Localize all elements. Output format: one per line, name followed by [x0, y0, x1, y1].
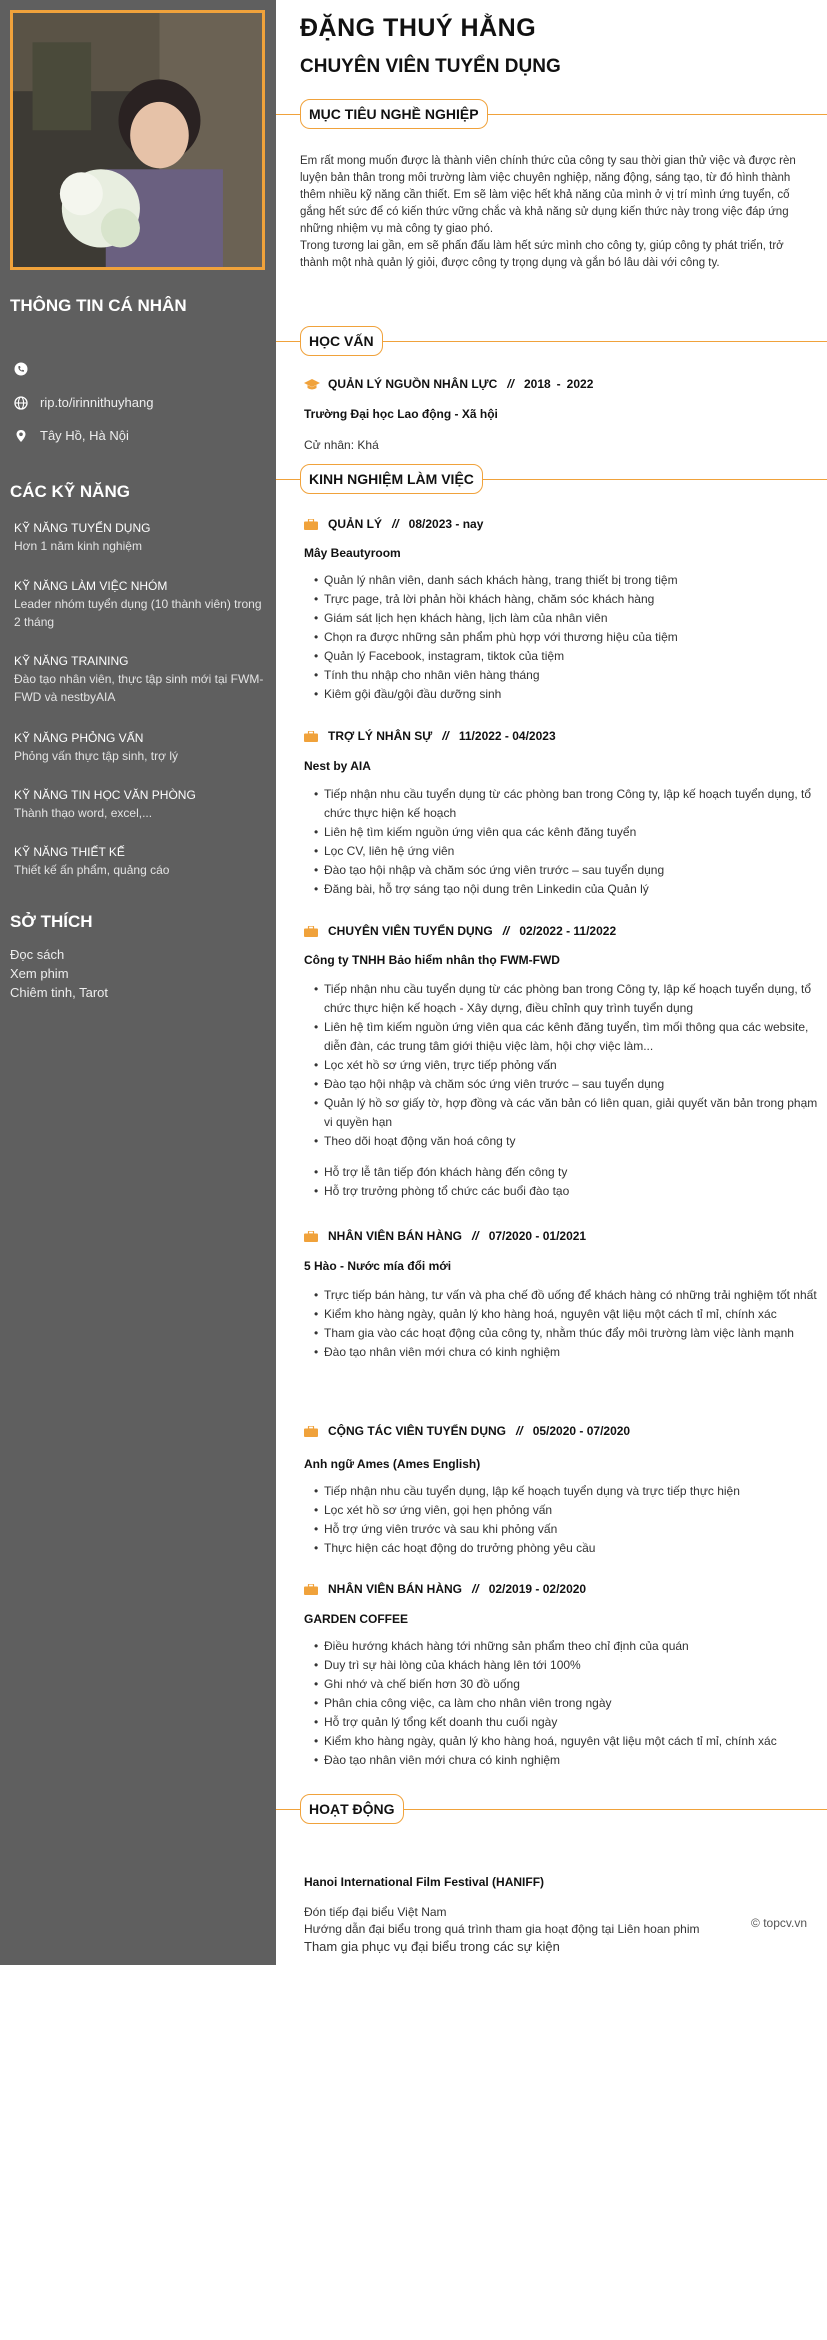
list-item: • Đăng bài, hỗ trợ sáng tạo nội dung trên Linkedin của Quản lý [316, 880, 821, 899]
sidebar [0, 0, 276, 1965]
hobby-item: Đọc sách [10, 947, 65, 962]
personal-info-heading: THÔNG TIN CÁ NHÂN [10, 296, 187, 315]
job-position: CHUYÊN VIÊN TUYỂN DỤNG [328, 924, 493, 938]
contact-location-text: Tây Hồ, Hà Nội [40, 428, 129, 443]
skill-item [14, 786, 264, 822]
job-company: Công ty TNHH Bảo hiểm nhân thọ FWM-FWD [304, 953, 560, 967]
job-company: Mây Beautyroom [304, 546, 401, 560]
list-item: • Đào tạo nhân viên mới chưa có kinh nghiệm [316, 1751, 821, 1770]
skill-item [14, 577, 264, 631]
list-item: • Điều hướng khách hàng tới những sản phẩm theo chỉ định của quán [316, 1637, 821, 1656]
skills-heading: CÁC KỸ NĂNG [10, 482, 130, 501]
job-bullets [316, 980, 821, 1201]
job-company: GARDEN COFFEE [304, 1612, 409, 1626]
list-item: • Tiếp nhận nhu cầu tuyển dụng từ các phòng ban trong Công ty, lập kế hoạch tuyển dụng, tổ chức thực hiện kế hoạch - Xây dựng, điều chỉnh quy trình tuyển dụng [316, 980, 821, 1018]
skill-item [14, 652, 264, 706]
list-item: • Thực hiện các hoạt động do trưởng phòng yêu cầu [316, 1539, 821, 1558]
skill-title: KỸ NĂNG PHỎNG VẤN [14, 731, 144, 745]
experience-heading: KINH NGHIỆM LÀM VIỆC [300, 464, 483, 494]
contact-phone [14, 362, 40, 376]
briefcase-icon [304, 519, 318, 530]
job-position: TRỢ LÝ NHÂN SỰ [328, 729, 433, 743]
degree: Cử nhân: Khá [304, 438, 379, 452]
list-item: • Quản lý Facebook, instagram, tiktok của tiệm [316, 647, 821, 666]
job-bullets [316, 785, 821, 899]
skill-title: KỸ NĂNG TIN HỌC VĂN PHÒNG [14, 788, 196, 802]
list-item: • Kiêm gội đầu/gội đầu dưỡng sinh [316, 685, 821, 704]
skill-desc: Leader nhóm tuyển dụng (10 thành viên) trong 2 tháng [14, 597, 262, 629]
list-item: • Tham gia vào các hoạt động của công ty, nhằm thúc đẩy môi trường làm việc lành mạnh [316, 1324, 821, 1343]
dash: - [556, 377, 561, 391]
contact-website [14, 395, 153, 410]
hobby-item: Chiêm tinh, Tarot [10, 985, 109, 1000]
job-position: CỘNG TÁC VIÊN TUYỂN DỤNG [328, 1424, 507, 1438]
job-header [304, 1582, 586, 1596]
list-item: • Lọc xét hồ sơ ứng viên, trực tiếp phỏng vấn [316, 1056, 821, 1075]
education-start: 2018 [523, 377, 551, 391]
skill-title: KỸ NĂNG THIẾT KẾ [14, 845, 125, 859]
job-header [304, 729, 556, 743]
list-item: • Trực tiếp bán hàng, tư vấn và pha chế đồ uống để khách hàng có những trải nghiệm tốt nhất [316, 1286, 821, 1305]
list-item: • Ghi nhớ và chế biến hơn 30 đồ uống [316, 1675, 821, 1694]
separator: // [502, 924, 510, 938]
list-item: • Quản lý nhân viên, danh sách khách hàng, trang thiết bị trong tiệm [316, 571, 821, 590]
activity-details [304, 1904, 824, 1955]
education-end: 2022 [566, 377, 594, 391]
list-item: • Hỗ trợ trưởng phòng tổ chức các buổi đào tạo [316, 1182, 821, 1201]
contact-location [14, 428, 129, 443]
objective-paragraph: Trong tương lai gần, em sẽ phấn đấu làm hết sức mình cho công ty, giúp công ty phát triển, trở thành một nhà quản lý giỏi, được công ty trọng dụng và gắn bó lâu dài với công ty. [300, 240, 784, 269]
job-header [304, 517, 483, 531]
list-item: • Theo dõi hoạt động văn hoá công ty [316, 1132, 821, 1151]
list-item: • Hỗ trợ ứng viên trước và sau khi phỏng vấn [316, 1520, 821, 1539]
objective-paragraph: Em rất mong muốn được là thành viên chính thức của công ty sau thời gian thử việc và được rèn luyện bản thân trong môi trường làm việc chuyên nghiệp, năng động, sáng tạo, từ đó hình thành thêm nhiều kỹ năng cần thiết. Em sẽ làm việc hết khả năng của mình ở vị trí mình ứng tuyển, cố gắng hết sức để có kiến thức vững chắc và khả năng sử dụng kiến thức này trong việc đáp ứng những nhiệm vụ mà công ty giao phó. [300, 155, 796, 235]
skill-desc: Thiết kế ấn phẩm, quảng cáo [14, 863, 170, 877]
list-item: • Lọc xét hồ sơ ứng viên, gọi hẹn phỏng vấn [316, 1501, 821, 1520]
objective-text [300, 153, 810, 272]
globe-icon [14, 396, 28, 410]
list-item: • Hỗ trợ lễ tân tiếp đón khách hàng đến công ty [316, 1163, 821, 1182]
job-period: 02/2019 - 02/2020 [488, 1582, 587, 1596]
skill-desc: Hơn 1 năm kinh nghiệm [14, 539, 142, 553]
list-item: • Kiểm kho hàng ngày, quản lý kho hàng hoá, nguyên vật liệu một cách tỉ mỉ, chính xác [316, 1305, 821, 1324]
job-position: QUẢN LÝ [328, 517, 382, 531]
job-period: 11/2022 - 04/2023 [458, 729, 556, 743]
job-header [304, 1424, 630, 1438]
school-name: Trường Đại học Lao động - Xã hội [304, 407, 498, 421]
skill-title: KỸ NĂNG TUYỂN DỤNG [14, 521, 151, 535]
list-item: • Kiểm kho hàng ngày, quản lý kho hàng hoá, nguyên vật liệu một cách tỉ mỉ, chính xác [316, 1732, 821, 1751]
location-icon [14, 429, 28, 443]
hobby-item: Xem phim [10, 966, 69, 981]
activity-line: Hướng dẫn đại biểu trong quá trình tham gia hoạt động tại Liên hoan phim [304, 1922, 700, 1936]
job-bullets [316, 1482, 821, 1558]
skill-item [14, 729, 264, 765]
education-header [304, 377, 593, 391]
job-period: 05/2020 - 07/2020 [532, 1424, 631, 1438]
list-item: • Chọn ra được những sản phẩm phù hợp với thương hiệu của tiệm [316, 628, 821, 647]
job-position: NHÂN VIÊN BÁN HÀNG [328, 1582, 463, 1596]
activity-line: Tham gia phục vụ đại biểu trong các sự kiện [304, 1939, 560, 1954]
job-period: 02/2022 - 11/2022 [519, 924, 617, 938]
briefcase-icon [304, 1426, 318, 1437]
job-company: Nest by AIA [304, 759, 371, 773]
graduation-cap-icon [304, 379, 318, 390]
list-item: • Trực page, trả lời phản hồi khách hàng, chăm sóc khách hàng [316, 590, 821, 609]
job-period: 07/2020 - 01/2021 [488, 1229, 587, 1243]
list-item: • Liên hệ tìm kiếm nguồn ứng viên qua các kênh đăng tuyển [316, 823, 821, 842]
list-item: • Duy trì sự hài lòng của khách hàng lên tới 100% [316, 1656, 821, 1675]
briefcase-icon [304, 1231, 318, 1242]
separator: // [442, 729, 449, 743]
skill-item [14, 519, 264, 555]
skill-desc: Phỏng vấn thực tập sinh, trợ lý [14, 749, 178, 763]
list-item: • Đào tạo nhân viên mới chưa có kinh nghiệm [316, 1343, 821, 1362]
list-item: • Tiếp nhận nhu cầu tuyển dụng từ các phòng ban trong Công ty, lập kế hoạch tuyển dụng, tổ chức thực hiện kế hoạch [316, 785, 821, 823]
list-item: • Giám sát lịch hẹn khách hàng, lịch làm của nhân viên [316, 609, 821, 628]
education-heading: HỌC VẤN [300, 326, 383, 356]
job-company: 5 Hào - Nước mía đổi mới [304, 1259, 452, 1273]
skill-title: KỸ NĂNG TRAINING [14, 654, 129, 668]
list-item: • Tiếp nhận nhu cầu tuyển dụng, lập kế hoạch tuyển dụng và trực tiếp thực hiện [316, 1482, 821, 1501]
list-item: • Hỗ trợ quản lý tổng kết doanh thu cuối ngày [316, 1713, 821, 1732]
list-item: • Đào tạo hội nhập và chăm sóc ứng viên trước – sau tuyển dụng [316, 1075, 821, 1094]
separator: // [516, 1424, 523, 1438]
job-company: Anh ngữ Ames (Ames English) [304, 1457, 481, 1471]
list-item: • Tính thu nhập cho nhân viên hàng tháng [316, 666, 821, 685]
job-header [304, 1229, 586, 1243]
candidate-role: CHUYÊN VIÊN TUYỂN DỤNG [300, 56, 561, 77]
list-item: • Quản lý hồ sơ giấy tờ, hợp đồng và các văn bản có liên quan, giải quyết văn bản trong phạm vi quyền hạn [316, 1094, 821, 1132]
job-period: 08/2023 - nay [408, 517, 484, 531]
job-bullets [316, 1286, 821, 1362]
briefcase-icon [304, 1584, 318, 1595]
skill-desc: Thành thạo word, excel,... [14, 806, 153, 820]
hobbies-heading: SỞ THÍCH [10, 912, 93, 931]
separator: // [507, 377, 514, 391]
candidate-name: ĐẶNG THUÝ HẰNG [300, 14, 537, 42]
job-bullets [316, 571, 821, 704]
briefcase-icon [304, 731, 318, 742]
job-header [304, 924, 616, 938]
activity-line: Đón tiếp đại biểu Việt Nam [304, 1905, 447, 1919]
job-position: NHÂN VIÊN BÁN HÀNG [328, 1229, 463, 1243]
skill-title: KỸ NĂNG LÀM VIỆC NHÓM [14, 579, 168, 593]
activity-event: Hanoi International Film Festival (HANIFF) [304, 1875, 545, 1889]
contact-website-text[interactable]: rip.to/irinnithuyhang [40, 395, 154, 410]
skill-desc: Đào tạo nhân viên, thực tập sinh mới tại FWM-FWD và nestbyAIA [14, 672, 264, 704]
list-item: • Đào tạo hội nhập và chăm sóc ứng viên trước – sau tuyển dụng [316, 861, 821, 880]
list-item: • Lọc CV, liên hệ ứng viên [316, 842, 821, 861]
separator: // [472, 1582, 479, 1596]
briefcase-icon [304, 926, 318, 937]
education-major: QUẢN LÝ NGUỒN NHÂN LỰC [328, 377, 498, 391]
watermark: © topcv.vn [751, 1916, 807, 1930]
activities-heading: HOẠT ĐỘNG [300, 1794, 404, 1824]
job-bullets [316, 1637, 821, 1770]
profile-photo [10, 10, 265, 270]
phone-icon [14, 362, 28, 376]
objective-heading: MỤC TIÊU NGHỀ NGHIỆP [300, 99, 488, 129]
separator: // [472, 1229, 479, 1243]
list-item: • Phân chia công việc, ca làm cho nhân viên trong ngày [316, 1694, 821, 1713]
hobby-list [10, 945, 108, 1002]
skill-item [14, 843, 264, 879]
separator: // [392, 517, 399, 531]
list-item: • Liên hệ tìm kiếm nguồn ứng viên qua các kênh đăng tuyển, tìm mối thông qua các website, diễn đàn, các trung tâm giới thiệu việc làm, hội chợ việc làm... [316, 1018, 821, 1056]
